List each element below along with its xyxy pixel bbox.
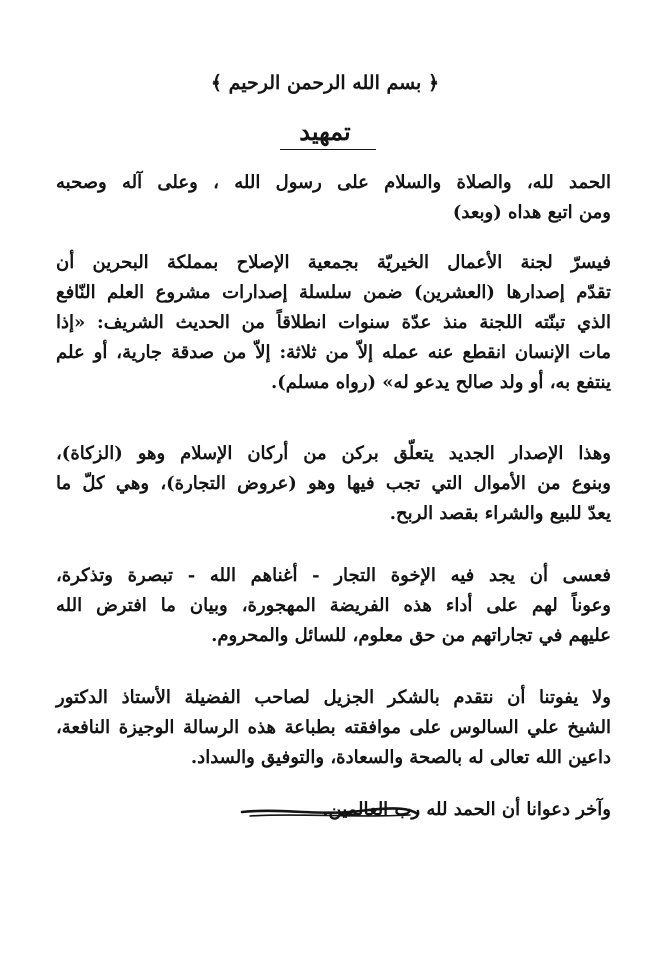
text-line: وبنوع من الأموال التي تجب فيها وهو (عروض التجارة)، وهي كلّ ما xyxy=(56,473,611,494)
paragraph-opening xyxy=(56,168,611,228)
text-line: عليهم في تجاراتهم من حق معلوم، للسائل والمحروم. xyxy=(211,625,611,646)
text-line: يعدّ للبيع والشراء بقصد الربح. xyxy=(389,503,611,524)
page-title: تمهيد xyxy=(299,117,351,146)
text-line: ولا يفوتنا أن نتقدم بالشكر الجزيل لصاحب الفضيلة الأستاذ الدكتور xyxy=(56,687,611,708)
text-line: داعين الله تعالى له بالصحة والسعادة، والتوفيق والسداد. xyxy=(190,747,611,768)
basmala-heading: ﴿ بسم الله الرحمن الرحيم ﴾ xyxy=(210,72,440,94)
text-line: وهذا الإصدار الجديد يتعلّق بركن من أركان الإسلام وهو (الزكاة)، xyxy=(56,443,611,464)
pen-stroke-underline xyxy=(240,806,420,820)
paragraph-zakat xyxy=(56,439,611,529)
closing-line: وآخر دعوانا أن الحمد لله رب العالمين. xyxy=(322,799,611,820)
text-line: الشيخ علي السالوس على موافقته بطباعة هذه الرسالة الوجيزة النافعة، xyxy=(56,717,611,738)
paragraph-committee xyxy=(56,248,611,398)
text-line: ومن اتبع هداه (وبعد) xyxy=(452,202,611,223)
text-line: وعوناً لهم على أداء هذه الفريضة المهجورة، وبيان ما افترض الله xyxy=(56,595,611,616)
text-line: فيسرّ لجنة الأعمال الخيريّة بجمعية الإصلاح بمملكة البحرين أن xyxy=(56,252,611,273)
text-line: تقدّم إصدارها (العشرين) ضمن سلسلة إصدارات مشروع العلم النّافع xyxy=(56,282,611,303)
text-line: الذي تبنّته اللجنة منذ عدّة سنوات انطلاقاً من الحديث الشريف: «إذا xyxy=(56,312,611,333)
text-line: مات الإنسان انقطع عنه عمله إلاّ من ثلاثة: إلاّ من صدقة جارية، أو علم xyxy=(56,342,611,363)
paragraph-thanks xyxy=(56,683,611,773)
paragraph-traders xyxy=(56,561,611,651)
text-line: فعسى أن يجد فيه الإخوة التجار - أغناهم الله - تبصرة وتذكرة، xyxy=(56,565,611,586)
title-underline xyxy=(280,149,376,150)
text-line: الحمد لله، والصلاة والسلام على رسول الله ، وعلى آله وصحبه xyxy=(56,172,611,193)
text-line: ينتفع به، أو ولد صالح يدعو له» (رواه مسلم). xyxy=(271,372,611,393)
